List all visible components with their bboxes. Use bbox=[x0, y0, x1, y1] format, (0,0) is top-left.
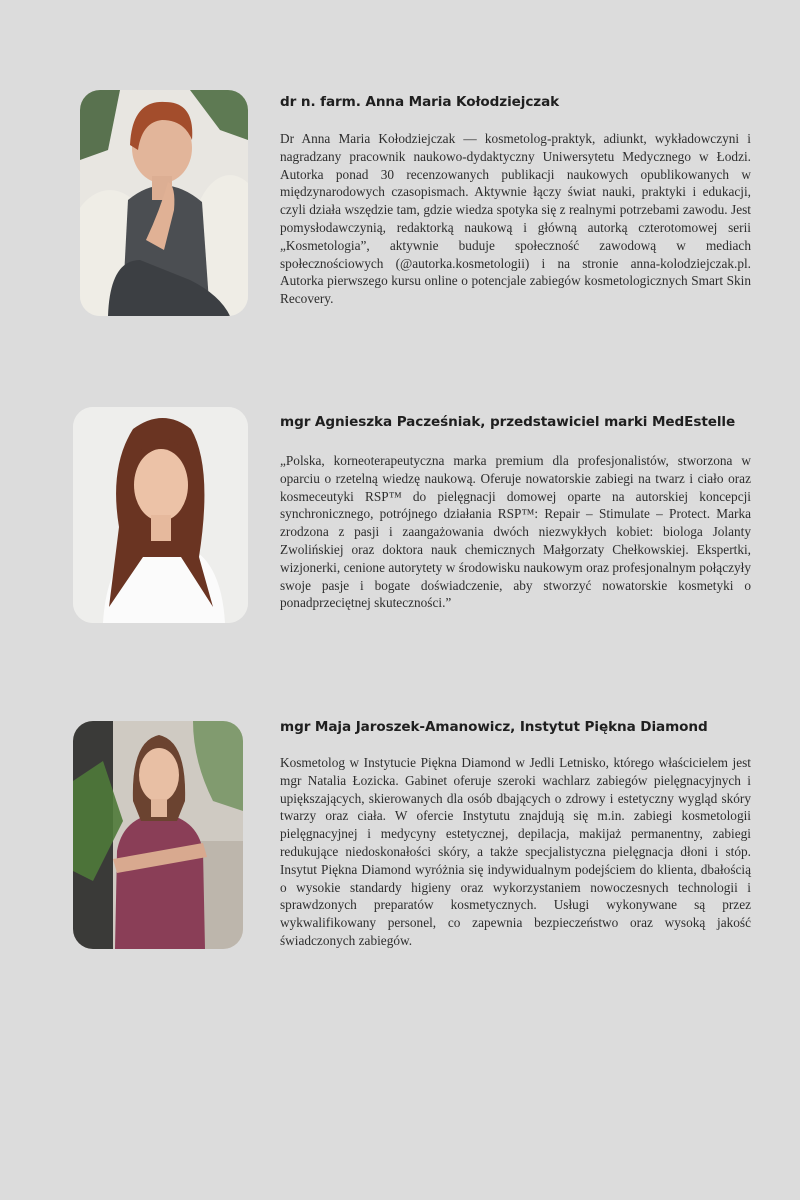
portrait-photo-anna bbox=[80, 90, 248, 316]
portrait-photo-maja bbox=[73, 721, 243, 949]
portrait-photo-agnieszka bbox=[73, 407, 248, 623]
person-description: Kosmetolog w Instytucie Piękna Diamond w Jedli Letnisko, którego właścicielem jest mgr Natalia Łozicka. Gabinet oferuje szeroki wachlarz zabiegów pielęgnacyjnych i upiększających, skierowanych dla osób dbających o zdrowy i estetyczny wygląd skóry twarzy oraz ciała. W ofercie Instytutu znajdują się m.in. zabiegi kosmetologii pielęgnacyjnej i medycyny estetycznej, depilacja, makijaż permanentny, zabiegi redukujące niedoskonałości skóry, a także specjalistyczna pielęgnacja dłoni i stóp. Insytut Piękna Diamond wyróżnia się indywidualnym podejściem do klienta, dbałością o wysokie standardy higieny oraz wykorzystaniem nowoczesnych technologii i sprawdzonych preparatów kosmetycznych. Usługi wykonywane są przez wykwalifikowany personel, co zapewnia bezpieczeństwo oraz wysoką jakość świadczonych zabiegów. bbox=[280, 755, 751, 948]
person-name: dr n. farm. Anna Maria Kołodziejczak bbox=[280, 94, 560, 110]
person-name: mgr Maja Jaroszek-Amanowicz, Instytut Piękna Diamond bbox=[280, 719, 708, 735]
person-description: Dr Anna Maria Kołodziejczak — kosmetolog-praktyk, adiunkt, wykładowczyni i nagradzany pracownik naukowo-dydaktyczny Uniwersytetu Medycznego w Łodzi. Autorka ponad 30 recenzowanych publikacji naukowych opublikowanych w międzynarodowych czasopismach. Aktywnie łączy świat nauki, praktyki i edukacji, czyli działa wszędzie tam, gdzie wiedza spotyka się z realnymi potrzebami zawodu. Jest pomysłodawczynią, redaktorką naukową i główną autorką czterotomowej serii „Kosmetologia”, aktywnie buduje społeczność zawodową w mediach społecznościowych (@autorka.kosmetologii) i na stronie anna-kolodziejczak.pl. Autorka pierwszego kursu online o potencjale zabiegów kosmetologicznych Smart Skin Recovery. bbox=[280, 131, 751, 307]
person-description: „Polska, korneoterapeutyczna marka premium dla profesjonalistów, stworzona w oparciu o rzetelną wiedzę naukową. Oferuje nowatorskie zabiegi na twarz i ciało oraz kosmeceutyki RSP™ do pielęgnacji domowej oparte na autorskiej koncepcji synchronicznego, potrójnego działania RSP™: Repair – Stimulate – Protect. Marka zrodzona z pasji i zaangażowania dwóch niezwykłych kobiet: biologa Jolanty Zwolińskiej oraz doktora nauk chemicznych Małgorzaty Chełkowskiej. Ekspertki, wizjonerki, cenione autorytety w środowisku naukowym oraz profesjonalnym połączyły swoje pasje i bogate doświadczenie, aby stworzyć nowatorskie kosmetyki o ponadprzeciętnej skuteczności.” bbox=[280, 453, 751, 611]
person-name: mgr Agnieszka Pacześniak, przedstawiciel marki MedEstelle bbox=[280, 414, 736, 430]
